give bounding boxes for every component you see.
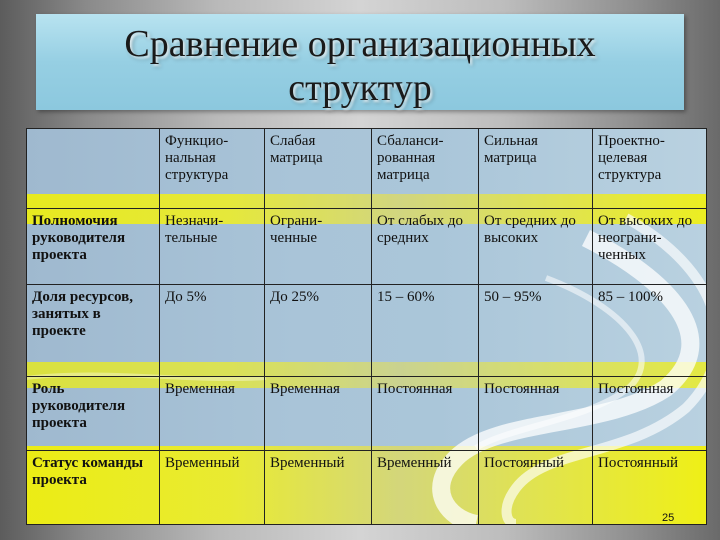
page-number: 25: [662, 512, 675, 524]
slide-title: [36, 22, 684, 110]
comparison-table: [26, 128, 707, 525]
table-header-row: [27, 129, 707, 209]
table-row: [27, 285, 707, 377]
table-cell: 85 – 100%: [593, 285, 707, 377]
table-corner-cell: [27, 129, 160, 209]
row-header: Полномочия руководителя проекта: [27, 209, 160, 285]
table-cell: Ограни-ченные: [265, 209, 372, 285]
comparison-table-area: [26, 128, 706, 524]
table-cell: До 25%: [265, 285, 372, 377]
table-cell: Постоянная: [479, 377, 593, 451]
title-line-2: структур: [288, 67, 432, 109]
column-header: Функцио-нальная структура: [160, 129, 265, 209]
title-box: [36, 14, 684, 110]
row-header: Роль руководителя проекта: [27, 377, 160, 451]
table-cell: Временная: [265, 377, 372, 451]
table-cell: Незначи-тельные: [160, 209, 265, 285]
table-row: [27, 451, 707, 525]
table-row: [27, 377, 707, 451]
row-header: Статус команды проекта: [27, 451, 160, 525]
table-row: [27, 209, 707, 285]
column-header: Сильная матрица: [479, 129, 593, 209]
table-cell: От высоких до неограни-ченных: [593, 209, 707, 285]
table-cell: Временная: [160, 377, 265, 451]
column-header: Проектно-целевая структура: [593, 129, 707, 209]
table-cell: От слабых до средних: [372, 209, 479, 285]
title-line-1: Сравнение организационных: [124, 23, 596, 65]
table-cell: От средних до высоких: [479, 209, 593, 285]
table-cell: Временный: [160, 451, 265, 525]
table-cell: 15 – 60%: [372, 285, 479, 377]
table-cell: Временный: [265, 451, 372, 525]
row-header: Доля ресурсов, занятых в проекте: [27, 285, 160, 377]
table-cell: Постоянная: [593, 377, 707, 451]
table-cell: До 5%: [160, 285, 265, 377]
table-cell: Постоянный: [593, 451, 707, 525]
table-cell: Постоянная: [372, 377, 479, 451]
column-header: Сбаланси-рованная матрица: [372, 129, 479, 209]
column-header: Слабая матрица: [265, 129, 372, 209]
table-cell: Постоянный: [479, 451, 593, 525]
table-cell: Временный: [372, 451, 479, 525]
table-cell: 50 – 95%: [479, 285, 593, 377]
